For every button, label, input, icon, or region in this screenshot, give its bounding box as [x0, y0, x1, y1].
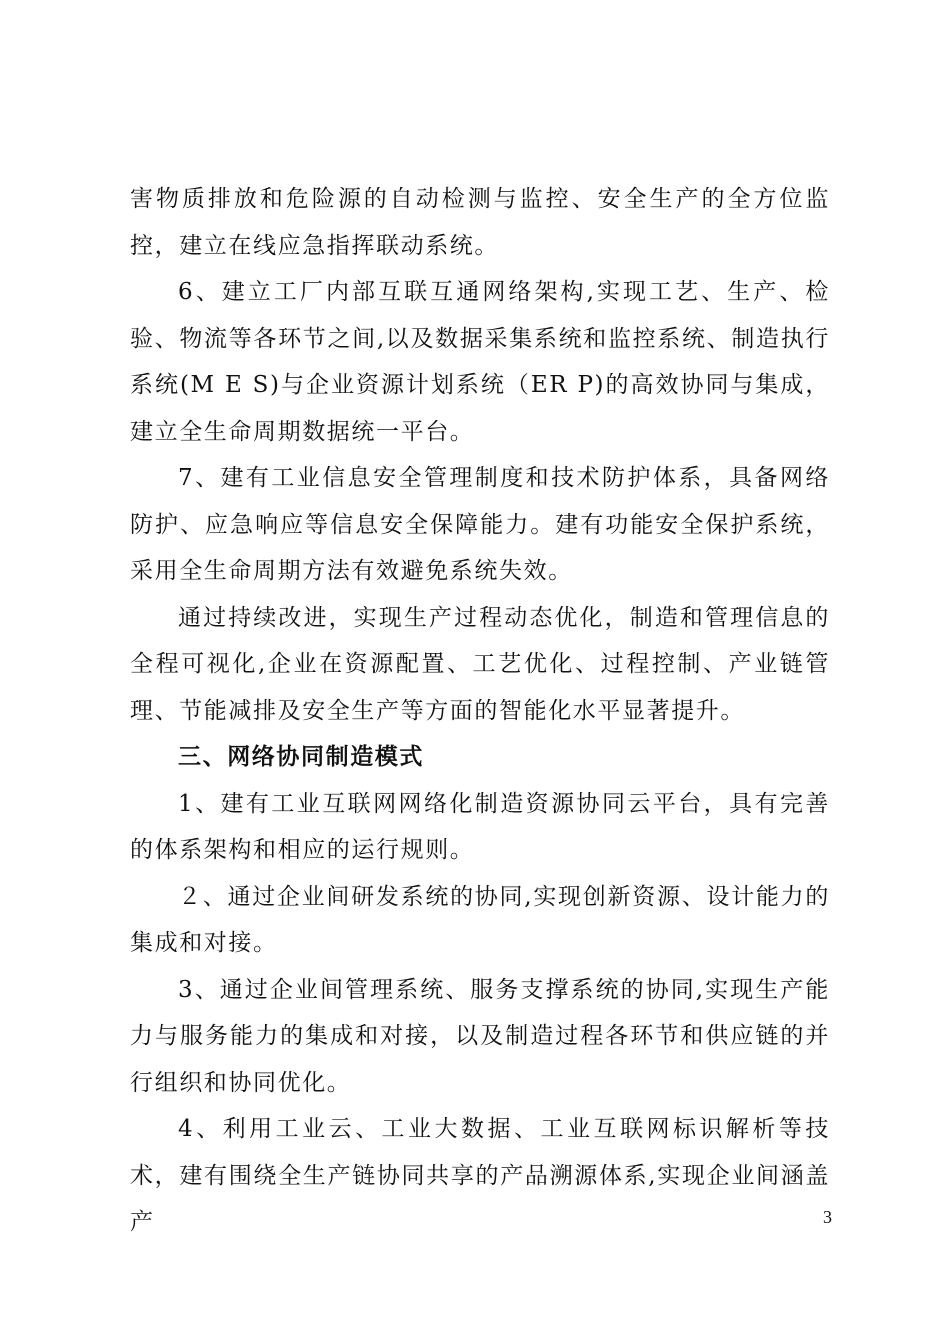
paragraph-item-6: 6、建立工厂内部互联互通网络架构,实现工艺、生产、检验、物流等各环节之间,以及数据采集系统和监控系统、制造执行系统(M E S)与企业资源计划系统（ER P)的高效协同与集成，建立全生命周期数据统一平台。 — [130, 279, 830, 445]
page-number: 3 — [823, 1207, 832, 1227]
paragraph-item-2: ２、通过企业间研发系统的协同,实现创新资源、设计能力的集成和对接。 — [130, 883, 830, 956]
paragraph-item-1: 1、建有工业互联网网络化制造资源协同云平台，具有完善的体系架构和相应的运行规则。 — [130, 790, 830, 863]
document-body — [130, 176, 830, 1246]
paragraph-continuation-monitoring: 害物质排放和危险源的自动检测与监控、安全生产的全方位监控，建立在线应急指挥联动系统。 — [130, 186, 830, 259]
paragraph-item-7: 7、建有工业信息安全管理制度和技术防护体系，具备网络防护、应急响应等信息安全保障能力。建有功能安全保护系统，采用全生命周期方法有效避免系统失效。 — [130, 465, 830, 584]
paragraph-summary: 通过持续改进，实现生产过程动态优化，制造和管理信息的全程可视化,企业在资源配置、工艺优化、过程控制、产业链管理、节能减排及安全生产等方面的智能化水平显著提升。 — [130, 604, 830, 724]
section-heading-network-collaborative-manufacturing: 三、网络协同制造模式 — [178, 744, 424, 770]
paragraph-item-4: 4、利用工业云、工业大数据、工业互联网标识解析等技术，建有围绕全生产链协同共享的产品溯源体系,实现企业间涵盖产 — [130, 1116, 830, 1235]
paragraph-item-3: 3、通过企业间管理系统、服务支撑系统的协同,实现生产能力与服务能力的集成和对接，以及制造过程各环节和供应链的并行组织和协同优化。 — [130, 976, 830, 1096]
